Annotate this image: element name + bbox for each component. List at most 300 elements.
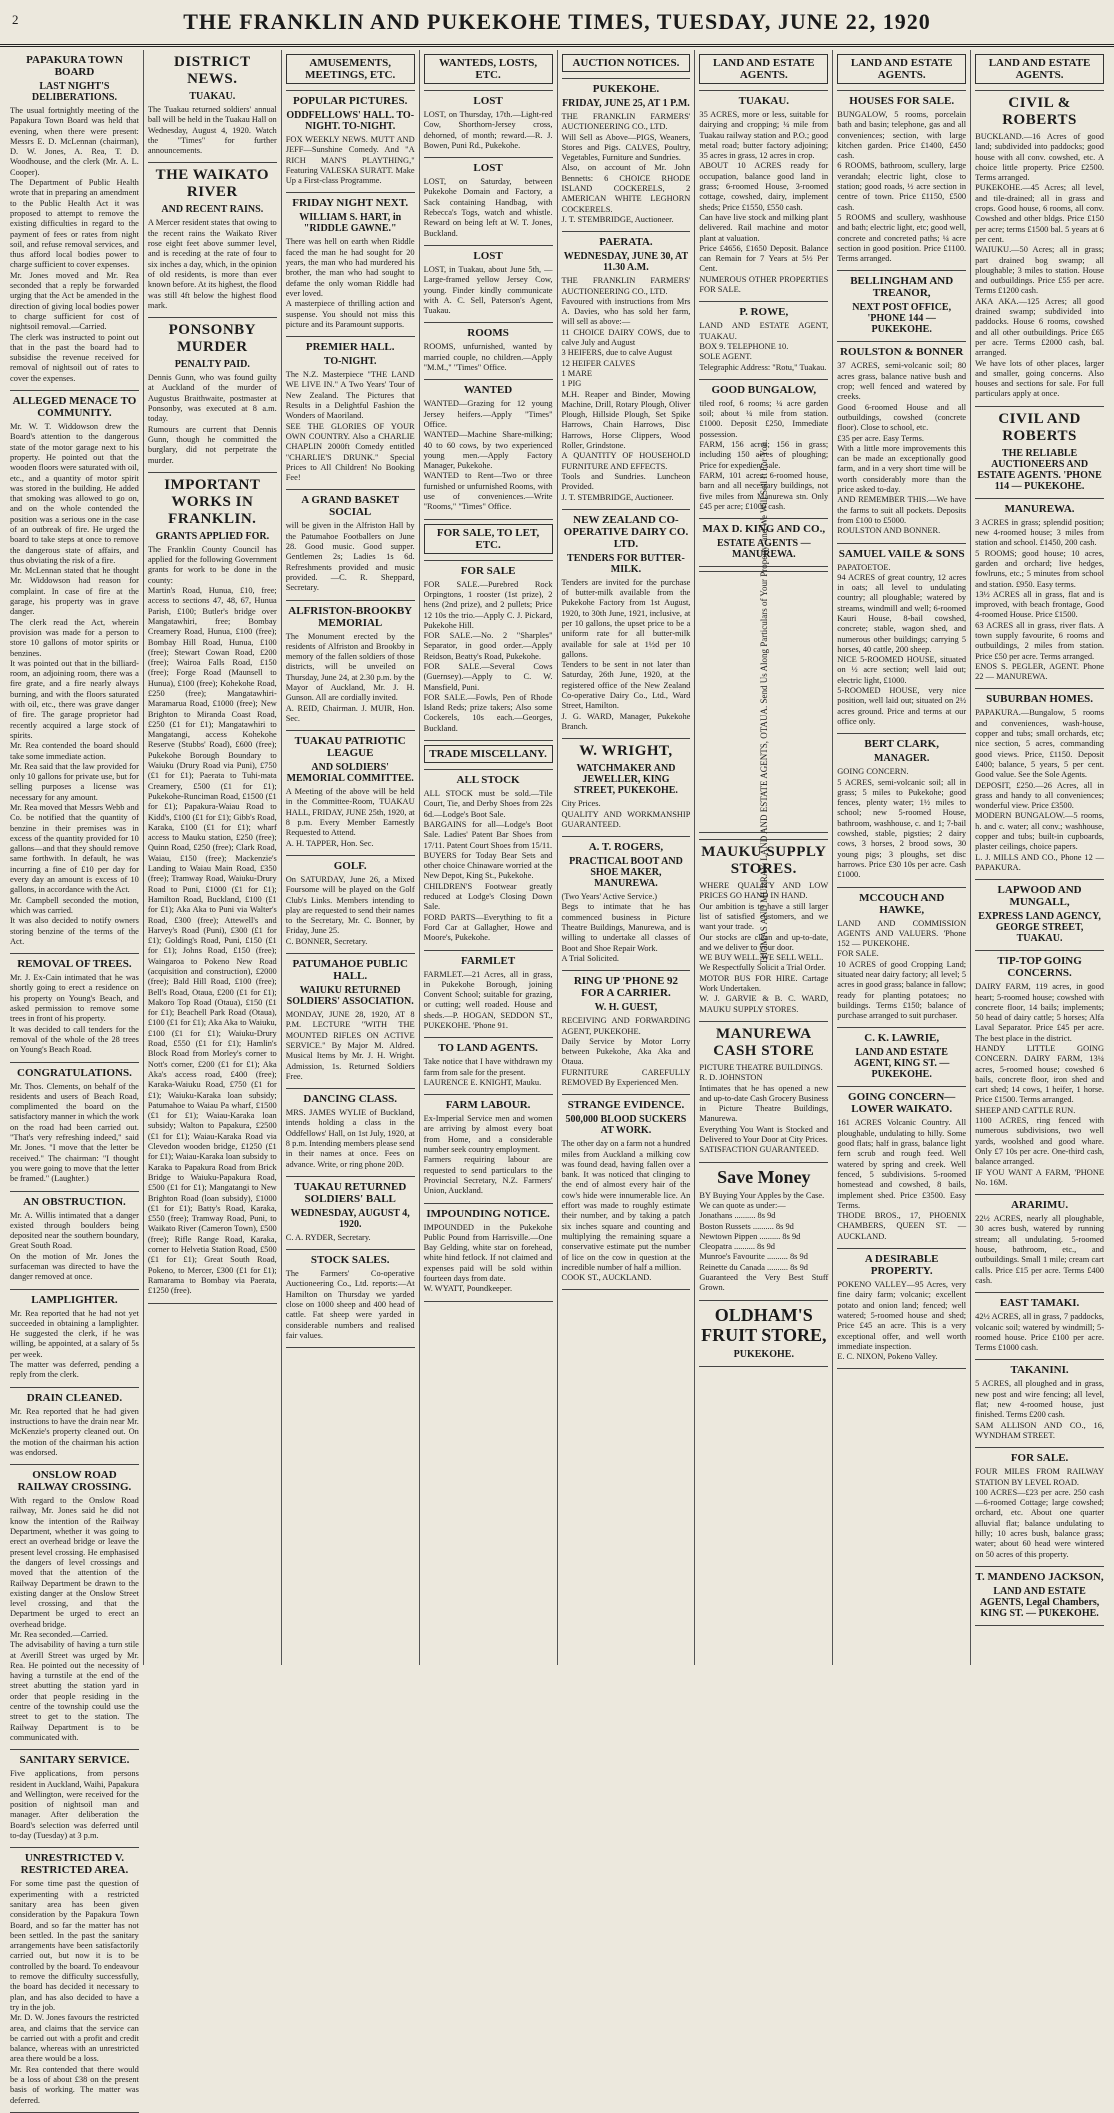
rule-divider [424,1037,553,1038]
rule-divider [975,1566,1104,1567]
article-headline: GOLF. [333,859,367,872]
article-block [424,524,553,554]
article-subheadline: TENDERS FOR BUTTER-MILK. [567,552,685,575]
article-block [10,395,139,947]
article-body: 5 ACRES, all ploughed and in grass, new post and wire fencing; all level, flat; new 4-roomed house, just finished. Terms £200 cash. SAM ALLISON AND CO., 16, WYNDHAM STREET. [975,1379,1104,1440]
article-body: PICTURE THEATRE BUILDINGS. R. D. JOHNSTON Intimates that he has opened a new and up-to-date Cash Grocery Business in Picture Theatre Buildings, Manurewa. Everything You Want is Stocked and Delivered to Your Door at City Prices. SATISFACTION GUARANTEED. [699,1062,829,1155]
article-headline: T. MANDENO JACKSON, [975,1570,1104,1583]
article-subheadline: EXPRESS LAND AGENCY, GEORGE STREET, TUAKAU. [978,911,1101,945]
article-subheadline: GRANTS APPLIED FOR. [155,530,270,542]
article-body: There was hell on earth when Riddle faced the man he had sought for 20 years, the man who had murdered his brother, the man who had sought to defame the only woman Riddle had ever loved. A masterpiece of thrilling action and suspense. You should not miss this picture and its Paramount supports. [285,237,415,329]
article-body: PAPAKURA.—Bungalow, 5 rooms and conveniences, wash-house, copper and tubs; small orchards, etc; nice section, 5 acres, commanding good views. Price, £1150. Deposit £400; balance, 5 years, 5 per cent. Good value. See the Sole Agents. DEPOSIT, £250.—26 Acres, all in grass and handy to all conveniences; wonderful view. Price £3500. MODERN BUNGALOW.—5 rooms, h. and c. water; all conv.; washhouse, copper and tubs; built-in cupboards, plaster ceilings, choice papers. L. J. MILLS AND CO., Phone 12 — PAPAKURA. [975,708,1104,872]
article-body: WANTED—Grazing for 12 young Jersey heifers.—Apply "Times" Office. WANTED—Machine Share-milking; 40 to 60 cows, by two experienced young men.—Apply Factory Manager, Pukekohe. WANTED to Rent—Two or three furnished or unfurnished Rooms, with use of conveniences.—Write "Rooms," "Times" Office. [423,399,553,512]
rule-divider [562,836,691,837]
newspaper-title: THE FRANKLIN AND PUKEKOHE TIMES, TUESDAY, JUNE 22, 1920 [183,9,931,34]
article-body: C. A. RYDER, Secretary. [285,1232,371,1242]
article-block [424,745,553,763]
article-block [699,54,828,84]
rule-divider [837,1086,966,1087]
masthead [0,0,1114,47]
rule-divider [286,192,415,193]
rule-divider [424,1094,553,1095]
article-block [424,565,553,734]
rule-divider [424,157,553,158]
article-headline: ALL STOCK [456,774,520,787]
article-block [286,1254,415,1341]
article-block [975,1364,1104,1441]
article-body: tiled roof, 6 rooms; ¼ acre garden soil; about ¼ mile from station. £1000. Deposit £250, Immediate possession. FARM, 156 acres; 156 in grass; including 150 acres of ploughing; Price for expedient sale. FARM, 101 acres, 6-roomed house, barn and all necessary buildings, not five miles from Manurewa stn. Only £45 per acre; £1000 cash. [699,398,829,511]
rule-divider [837,270,966,271]
section-banner: LAND AND ESTATE AGENTS. [837,54,966,84]
display-advert-title: Save Money [717,1166,811,1187]
article-block [286,1181,415,1243]
rule-divider [424,560,553,561]
article-body: With regard to the Onslow Road railway, Mr. Jones said he did not know the intention of the Railway Department, whether it was going to erect an overhead bridge or leave the present level crossing. He emphasised the dangers of level crossings and moved that the attention of the Railway Department be drawn to the existing danger at the Onslow Street level crossing, and that the Department be urged to erect an overhead bridge. Mr. Rea seconded.—Carried. The advisability of having a turn stile at Averill Street was urged by Mr. Rea. He pointed out the necessity of having a turnstile at the end of the street abutting the station yard in order that people residing in the centre of the township could use the street to get to the station. The Railway Department is to be communicated with. [10,1496,139,1742]
rule-divider [562,78,691,79]
article-subheadline: LAND AND ESTATE AGENTS, Legal Chambers, KING ST. — PUKEKOHE. [979,1585,1100,1619]
article-headline: CIVIL AND ROBERTS [998,410,1081,444]
rule-divider [699,1366,828,1367]
article-block [837,1091,966,1242]
article-block [10,1469,139,1743]
article-subheadline: PRACTICAL BOOT AND SHOE MAKER, MANUREWA. [569,856,683,890]
article-body: Mr. A. Willis intimated that a danger existed through boulders being deposited near the southern boundary, Great South Road. On the motion of Mr. Jones the surfaceman was directed to have the danger removed at once. [10,1210,139,1282]
article-body: Tenders are invited for the purchase of butter-milk available from the Pukekohe Factory from 1st August, 1920, to 30th June, 1921, inclusive, at per 10 gallons, the upset price to be a uniform rate for all butter-milk available for sale at 1½d per 10 gallons. Tenders to be sent in not later than Saturday, 26th June, 1920, at the registered office of the New Zealand Co-operative Dairy Co., Ltd., Ward Street, Hamilton. J. G. WARD, Manager, Pukekohe Branch. [561,577,691,731]
article-headline: RING UP 'PHONE 92 FOR A CARRIER. [573,975,679,1000]
rule-divider [424,322,553,323]
article-subheadline: AND SOLDIERS' MEMORIAL COMMITTEE. [286,762,414,785]
rule-divider [562,738,691,739]
rule-divider [286,600,415,601]
article-headline: NEW ZEALAND CO-OPERATIVE DAIRY CO. LTD. [563,513,689,550]
rule-divider [975,1194,1104,1195]
rule-divider [286,336,415,337]
article-body: The other day on a farm not a hundred miles from Auckland a milking cow was found dead, having fallen over a bank. It was noticed that clinging to the end of almost every hair of the cow's hide were innumerable lice. An effort was made to roughly estimate their number, and by taking a patch six inches square and counting and multiplying the remaining square a conservative estimate put the number of lice on the cow in question at the incredible number of half a million. COOK ST., AUCKLAND. [561,1139,691,1283]
article-block [562,514,691,732]
article-body: LOST, on Saturday, between Pukekohe Domain and Factory, a Sack containing Handbag, with Rebecca's Togs, watch and whistle. Reward on being left at W. T. Jones, Buckland. [423,177,553,238]
rule-divider [286,1249,415,1250]
article-block [424,95,553,151]
article-block [837,95,966,264]
rule-divider [975,688,1104,689]
article-block [424,162,553,239]
article-headline: PUKEKOHE. [592,83,660,95]
rule-divider [10,1062,139,1063]
article-subheadline: LAND AND ESTATE AGENT, KING ST. — PUKEKOHE. [853,1047,950,1081]
article-body: PAPATOETOE. 94 ACRES of great country, 12 acres in oats; all level to undulating country; all ploughable; watered by streams, windmill and well; 6-roomed Kauri House, 8-bail cowshed, concrete; stable, wagon shed, and numerous other buildings; carrying 5 horses, 40 cattle, 200 sheep. NICE 5-ROOMED HOUSE, situated on ½ acre section; well laid out; electric light, £1000. 5-ROOMED HOUSE, very nice position, well laid out; situated on 2½ acres ground. Price and terms at our office only. [837,562,967,726]
article-subheadline: WAIUKU RETURNED SOLDIERS' ASSOCIATION. [286,985,414,1008]
article-body: On SATURDAY, June 26, a Mixed Foursome will be played on the Golf Club's Links. Members intending to play are requested to send their names to the Secretary, Mr. C. Bonner, by Friday, June 25. C. BONNER, Secretary. [285,874,415,946]
section-banner: TRADE MISCELLANY. [424,745,553,763]
article-block [286,735,415,849]
article-body: DAIRY FARM, 119 acres, in good heart; 5-roomed house; cowshed with concrete floor, 14 bails; implements; 50 head of dairy cattle; 5 horses; Alfa Laval Separator. Price £45 per acre. The best place in the district. HANDY LITTLE GOING CONCERN. DAIRY FARM, 13¼ acres, 5-roomed house; cowshed 6 bails, concrete floor, iron shed and cart shed; 14 cows, 1 heifer, 1 horse. Price £1500. Terms arranged. SHEEP AND CATTLE RUN. 1100 ACRES, ring fenced with numerous subdivisions, two well yards, woolshed and good whare. Only £7 10s per acre. One-third cash, balance arranged. IF YOU WANT A FARM, 'PHONE No. 16M. [975,982,1104,1187]
article-headline: TUAKAU RETURNED SOLDIERS' BALL [294,1180,407,1205]
article-headline: FOR SALE [460,564,516,577]
article-block [562,54,691,72]
rule-divider [424,90,553,91]
article-subheadline: 500,000 BLOOD SUCKERS AT WORK. [565,1114,687,1137]
article-block [699,95,828,295]
article-headline: EAST TAMAKI. [999,1297,1080,1310]
rule-divider [424,1301,553,1302]
article-headline: ALLEGED MENACE TO COMMUNITY. [12,395,137,420]
article-block [286,958,415,1082]
rule-divider [837,543,966,544]
rule-divider [148,1303,277,1304]
article-block [10,54,139,384]
article-headline: ROULSTON & BONNER [840,346,964,359]
article-block [562,236,691,503]
article-body: 35 ACRES, more or less, suitable for dairying and cropping; ¼ mile from Tuakau railway station and P.O.; good metal road; butter factory adjoining; 35 acres in grass, 12 acres in crop. ABOUT 10 ACRES ready for occupation, balance good land in grass; 6-roomed House, 3-roomed cottage, cowshed, dairy, implement sheds; Price £1550, £550 cash. Can have live stock and milking plant delivered. Rail machine and motor plant at valuation. Price £4656, £1650 Deposit. Balance can Remain for 7 Years at 5½ Per Cent. NUMEROUS OTHER PROPERTIES FOR SALE. [699,110,829,295]
article-headline: PONSONBY MURDER [168,322,256,356]
article-block [286,605,415,725]
rule-divider [837,733,966,734]
article-block [424,955,553,1032]
article-block [424,384,553,512]
article-headline: TIP-TOP GOING CONCERNS. [997,955,1082,980]
article-headline: A. T. ROGERS, [588,841,664,854]
rule-divider [10,390,139,391]
article-headline: MANUREWA. [1004,502,1075,515]
article-body: Mr. J. Ex-Cain intimated that he was shortly going to erect a residence on his property on Young's Beach, and asked permission to remove some trees in front of his property. It was decided to call tenders for the removal of the whole of the 28 trees on Young's Beach Road. [10,973,139,1055]
article-body: 3 ACRES in grass; splendid position; new 4-roomed house; 3 miles from station and school. £1450, 200 cash. 5 ROOMS; good house; 10 acres, garden and orchard; live hedges, fowlruns, etc.; 5 minutes from school and station. £950. Easy terms. 13½ ACRES all in grass, flat and is improved, with beach frontage, Good 4-roomed House. Price £1500. 63 ACRES all in grass, river flats. A town supply favourite, 6 rooms and outbuildings, 2 miles from station. Price £50 per acre. Terms arranged. ENOS S. PEGLER, AGENT. Phone 22 — MANUREWA. [975,517,1104,682]
article-block [286,1093,415,1170]
article-headline: FOR SALE. [1010,1452,1069,1465]
rule-divider [562,509,691,510]
article-block [286,197,415,330]
rotated-advert-text: THOMAS AND MURRAY, LAND AND ESTATE AGENTS, OTAUA. Send Us Along Particulars of Your Property, and We Will Sell It For You. [758,439,769,965]
article-block [10,1754,139,1841]
section-banner: AUCTION NOTICES. [562,54,691,72]
article-body: BUNGALOW, 5 rooms, porcelain bath and basin; telephone, gas and all conveniences; section, with large kitchen garden. Price £1400, £450 cash. 6 ROOMS, bathroom, scullery, large verandah; electric light, close to station; good roads, ½ acre section in centre of town. Price £1150, £500 cash. 5 ROOMS and scullery, washhouse and bath; electric light, etc; good well, concrete and concreted paths; ¼ acre section in good position. Price £1100. Terms arranged. [837,110,967,264]
article-body: GOING CONCERN. 5 ACRES, semi-volcanic soil; all in grass; 5 miles to Pukekohe; good fences, plenty water; 1½ miles to school; new 5-roomed House, bathroom, washhouse, c. and 1; 7-bail cowshed, stable, pigsties; 2 dairy cows, 3 horses, 2 brood sows, 30 young pigs; 3 ploughs, set disc harrows. Price £30 10s per acre. Cash £1000. [837,767,967,880]
rule-divider [286,953,415,954]
rule-divider [975,498,1104,499]
rule-divider [286,855,415,856]
rule-divider [562,1094,691,1095]
article-block [424,1042,553,1088]
article-block [837,738,966,880]
article-block [837,1032,966,1080]
rule-divider [148,162,277,163]
article-body: The N.Z. Masterpiece "THE LAND WE LIVE IN." A Two Years' Tour of New Zealand. The Pictures that Results in a Delightful Fashion the Wonders of Maoriland. SEE THE GLORIES OF YOUR OWN COUNTRY. Also a CHARLIE CHAPLIN 2000ft Comedy entitled "CHARLIE'S DRUNK." Special Prices to All Children! No Booking Fee! [285,370,415,483]
article-body: MONDAY, JUNE 28, 1920, AT 8 P.M. LECTURE "WITH THE MOUNTED RIFLES ON ACTIVE SERVICE." By Major M. Aldred. Musical Items by Mr. J. H. Wright. Admission, 1s. Returned Soldiers Free. [285,1010,415,1081]
article-block [148,54,277,156]
article-block [148,477,277,1297]
article-block [10,1294,139,1381]
article-block [424,774,553,943]
article-headline: ROOMS [467,327,509,340]
article-block [562,975,691,1088]
rule-divider [699,301,828,302]
column-3 [282,50,420,1665]
article-block [562,83,691,225]
rule-divider [699,379,828,380]
article-block [699,1305,828,1360]
article-block [562,841,691,964]
article-headline: CIVIL & ROBERTS [1002,95,1077,128]
article-block [975,693,1104,873]
rule-divider [286,730,415,731]
rule-divider [975,1359,1104,1360]
article-body: For some time past the question of experimenting with a restricted sanitary area has been given consideration by the Papakura Town Board, and so far the matter has not been settled. In the past the sanitary arrangements have been satisfactorily carried out, but now it is to be controlled by the board. To endeavour to remove the difficulty successfully, the board has decided it necessary to plan, and has also decided to have a try in the job. Mr. D. W. Jones favours the restricted area, and claims that the service can be carried out with a profit and credit balance, whereas with an unrestricted area there would be a loss. Mr. Rea contended that there would be a loss of about £38 on the present basis of working. The matter was deferred. [10,1879,139,2105]
article-block [975,503,1104,683]
rule-divider [148,317,277,318]
section-banner: WANTEDS, LOSTS, ETC. [424,54,553,84]
article-headline: PATUMAHOE PUBLIC HALL. [292,958,408,983]
article-block [837,346,966,536]
rule-divider [699,1021,828,1022]
article-headline: PAPAKURA TOWN BOARD [26,54,123,78]
rule-divider [975,90,1104,91]
article-body: WHERE QUALITY AND LOW PRICES GO HAND IN HAND. Our ambition is to have a still larger list of satisfied customers, and we want your trade. Our stocks are clean and up-to-date, and we deliver to your door. WE BUY WELL. WE SELL WELL. We Respectfully Solicit a Trial Order. MOTOR BUS FOR HIRE. Cartage Work Undertaken. W. J. GARVIE & B. C. WARD, MAUKU SUPPLY STORES. [699,881,829,1014]
rule-divider [10,1387,139,1388]
article-body: 22½ ACRES, nearly all ploughable, 30 acres bush, watered by running stream; all undulating. 5-roomed house, bathroom, etc., and outbuildings. Small 1 mile; cream cart calls. Price £15 per acre. Terms £400 cash. [975,1214,1104,1285]
article-body: BY Buying Your Apples by the Case. We can quote as under:— Jonathans .......... 8s 9d Boston Russets .......... 8s 9d Newtown Pippen .......... 8s 9d Cleopatra .......... 8s 9d Munroe's Favourite .......... 8s 9d Reinette du Canada .......... 8s 9d Guaranteed the Very Best Stuff Grown. [699,1190,829,1293]
rule-divider [286,489,415,490]
article-block [975,1199,1104,1286]
article-headline: AN OBSTRUCTION. [23,1195,126,1208]
rule-divider [286,1347,415,1348]
article-headline: ONSLOW ROAD RAILWAY CROSSING. [17,1469,132,1494]
article-body: LOST, on Thursday, 17th.—Light-red Cow, Shorthorn-Jersey cross, dehorned, of month; reward.—R. J. Bowen, Puni Rd., Pukekohe. [423,110,553,150]
column-8 [971,50,1108,1665]
rule-divider [837,1368,966,1369]
article-headline: HOUSES FOR SALE. [849,95,955,107]
article-body: 161 ACRES Volcanic Country. All ploughable, undulating to hilly. Some good flats; half in grass, balance light fern scrub and rough feed. Well watered by spring and creek. Well fenced, 5 subdivisions. 5-roomed homestead and cowshed, 8 bails, implement shed. Price £3500. Easy Terms. THODE BROS., 17, PHOENIX CHAMBERS, QUEEN ST. — AUCKLAND. [837,1118,967,1241]
article-headline: PREMIER HALL. [305,341,395,354]
article-headline: FARMLET [460,954,516,967]
rule-divider [975,950,1104,951]
article-body: FOX WEEKLY NEWS. MUTT AND JEFF—Sunshine Comedy. And "A RICH MAN'S PLAYTHING," Featuring VALESKA SURATT. Make Up a First-class Programme. [285,135,415,186]
article-block [699,1026,828,1156]
rule-divider [699,1162,828,1163]
rule-divider [424,769,553,770]
section-banner: LAND AND ESTATE AGENTS. [975,54,1104,84]
article-headline: MAX D. KING AND CO., [702,523,826,536]
article-body: FARMLET.—21 Acres, all in grass, in Pukekohe Borough, joining Convent School; suitable for grazing, or cutting; well roaded. House and sheds.—P. HOGAN, SEDDON ST., PUKEKOHE. 'Phone 91. [423,969,553,1030]
section-banner: LAND AND ESTATE AGENTS. [699,54,828,84]
article-headline: LOST [473,249,503,262]
rule-divider [975,879,1104,880]
rule-divider [837,90,966,91]
article-body: The Franklin County Council has applied for the following Government grants for work to be done in the county: Martin's Road, Hunua, £10, free; access to sections 47, 48, 67, Hunua Parish, £100; Butler's bridge over Mangatawhiri, free; Bombay Creamery Road, Hunua, £100 (free); Bombay Hill Road, Hunua, £100 (free); Stewart Cowan Road, £200 (free); Wairoa Falls Road, £150 (free); Forge Road (Maunsell to Hunua), £100 (free); Kohekohe Road, £250 (free); Mangatawhiri-Maramarua Road, £1000 (free); New Brighton to Miranda Coast Road, £250 (£1 for £1); Mangatawhiri to Mangatangi, access Kohekohe Reserve (Stubbs' Road), £600 (free); Pukekohe Borough Boundary to Waiuku (Drury Road via Puni), £750 (£1 for £1); Paerata to Tuhi-mata Creamery, £500 (£1 for £1); Pukekohe-Runciman Road, £1500 (£1 for £1); Papakura-Waiau Road to Kidd's, £100 (£1 for £1); Gibb's Road, Karaka, £100 (£1 for £1); wharf access to Mauku station, £250 (free); Quinn Road, £250 (free); Clark Road, Waiau, £150 (free); Mackenzie's Landing to Waiau Main Road, £350 (free); Tramway Road, Waiuku-Drury Road to Puni, £1000 (£1 for £1); Hamilton Road, Buckland, £100 (£1 for £1); Aka Aka to Puni via Walter's Road, £300 (free); Attewell's and Harvey's Road (Puni), £300 (£1 for £1); Golding's Road, Puni, £150 (£1 for £1); Johns Road, £150 (free); Waingaroa to Pokeno New Road (acquisition and construction), £2000 (free); Bald Hill Road, £100 (free); Bell's Road, Otaua, £200 (£1 for £1); Makoro Top Road (Otaua), £150 (£1 for £1); Beachell Park Road (Otaua), £100 (£1 for £1); Aka Aka to Waiuku, £100 (£1 for £1); Waiuku-Drury Road, £550 (£1 for £1); Hamlin's Block Road from Morley's corner to Nott's corner, £200 (£1 for £1); Aka Aka's access road, £400 (free); Karaka-Waiuku Road, £750 (£1 for £1); Waiuku-Karaka loan subsidy; Patumahoe to Waiau Pa wharf, £1500 (£1 for £1); Waiau-Karaka loan subsidy; Walton to Papakura, £2500 (£1 for £1); Waiau-Karaka Road via Clevedon wooden bridge, £1250 (£1 for £1); Waiau-Karaka loan subsidy to Karaka to Papakura Road from Brick Bridge to Waiuku-Papakura Road, £500 (£1 for £1); Mangatangi to New Brighton Road (loan subsidy), £1000 (£1 for £1); Batty's Road, Karaka, £550 (free); Tramway Road, Puni, to Waikato River (Cameron Town), £500 (free); Rifle Range Road, Karaka, corner to Helvetia Station Road, £500 (£1 for £1); Great South Road, Pokeno, to Mercer, £300 (£1 for £1); Ramarama to Bombay via Paerata, £1250 (free). [147,544,277,1296]
article-body: Take notice that I have withdrawn my farm from sale for the present. LAURENCE E. KNIGHT, Mauku. [423,1057,553,1087]
rule-divider [10,1191,139,1192]
article-subheadline: WATCHMAKER AND JEWELLER, KING STREET, PUKEKOHE. [573,763,678,797]
article-headline: THE WAIKATO RIVER [155,167,270,201]
article-body: Mr. Rea reported that he had given instructions to have the drain near Mr. McKenzie's property cleaned out. On the motion of the chairman his action was endorsed. [10,1406,139,1457]
article-headline: A GRAND BASKET SOCIAL [301,494,400,519]
article-block [837,54,966,84]
article-body: The Tuakau returned soldiers' annual ball will be held in the Tuakau Hall on Wednesday, August 4, 1920. Watch the "Times" for further announcements. [147,105,277,156]
article-body: THE FRANKLIN FARMERS' AUCTIONEERING CO., LTD. Will Sell as Above—PIGS, Weaners, Stores and Pigs. CALVES, Poultry, Vegetables, Furniture and Sundries. Also, on account of Mr. John Bennetts: 6 CHOICE RHODE ISLAND COCKERELS, 2 AMERICAN WHITE LEGHORN COCKERELS. J. T. STEMBRIDGE, Auctioneer. [561,112,691,224]
article-headline: SANITARY SERVICE. [19,1754,130,1767]
rule-divider [699,1300,828,1301]
article-block [10,958,139,1055]
article-block [10,1067,139,1185]
section-banner: FOR SALE, TO LET, ETC. [424,524,553,554]
article-headline: UNRESTRICTED V. RESTRICTED AREA. [20,1852,129,1877]
article-block [424,54,553,84]
article-body: (Two Years' Active Service.) Begs to intimate that he has commenced business in Picture Theatre Buildings, Manurewa, and is willing to undertake all classes of Boot and Shoe Repair Work. A Trial Solicited. [561,892,691,963]
article-block [10,1196,139,1283]
article-headline: P. ROWE, [739,306,789,319]
rule-divider [424,740,553,741]
article-subheadline: PENALTY PAID. [174,359,250,371]
article-block [286,341,415,483]
rule-divider [975,1292,1104,1293]
article-headline: GOING CONCERN—LOWER WAIKATO. [848,1091,956,1116]
rule-divider [562,970,691,971]
article-body: POKENO VALLEY—95 Acres, very fine dairy farm; volcanic; excellent potato and onion land; fenced; well watered; 5-roomed house and shed; Price £45 an acre. This is a very exceptional offer, and well worth immediate inspection. E. C. NIXON, Pokeno Valley. [837,1280,967,1362]
article-block [975,1571,1104,1619]
article-body: 37 ACRES, semi-volcanic soil; 80 acres grass, balance native bush and crop; well fenced and watered by creeks. Good 6-roomed House and all outbuildings, cowshed (concrete floor). Close to school, etc. £35 per acre. Easy Terms. With a little more improvements this can be made an exceptionally good farm, and in a very short time will be worth considerably more than the price asked to-day. AND REMEMBER THIS.—We have the farms to suit all pockets. Deposits from £100 to £5000. ROULSTON AND BONNER. [837,361,967,536]
article-headline: SUBURBAN HOMES. [986,693,1094,706]
article-body: Mr. W. T. Widdowson drew the Board's attention to the dangerous state of the motor garage next to his property. He pointed out that the wooden floors were saturated with oil, etc., and a quantity of motor spirit was stored in the building. He added that smoking was allowed to go on, and on the whole contended the position was a serious one in the case of an outbreak of fire. He urged the board to take steps at once to remove the dangerous state of affairs, and thus obviating the risk of a fire. Mr. McLennan stated that he thought Mr. Widdowson had reason for complaint. In case of fire at the garage, his property was in grave danger. The clerk read the Act, wherein provision was made for a person to store 10 gallons of motor spirits or benzines. It was pointed out that in the billiard-room, an adjoining room, there was a fire grate, and a fire nearly always burning, and with the floors saturated with oil, etc., there was grave danger of fire. The garage proprietor had recently acquired a large stock of spirits. Mr. Rea contended the board should take some immediate action. Mr. Rea said that the law provided for only 10 gallons for private use, but for selling purposes a license was necessary for any amount. Mr. Rea moved that Messrs Webb and Co. be notified that the quantity of benzine in their premises was in excess of the quantity provided for 10 gallons—and that they should remove same forthwith. In default, he was incurring a fine of £10 per day for every day an amount is excess of 10 gallons, in accordance with the Act. Mr. Campbell seconded the motion, which was carried. It was also decided to notify owners storing benzine of the terms of the Act. [10,422,139,946]
article-headline: BELLINGHAM AND TREANOR, [850,275,954,300]
article-subheadline: NEXT POST OFFICE, 'PHONE 144 — PUKEKOHE. [852,302,952,336]
article-block [148,167,277,311]
article-headline: LOST [473,95,503,107]
article-headline: STOCK SALES. [310,1254,390,1267]
article-headline: REMOVAL OF TREES. [17,958,132,971]
article-headline: WANTED [463,384,513,397]
rule-divider [424,245,553,246]
rule-divider [975,1447,1104,1448]
article-block [424,1099,553,1196]
article-block [10,1852,139,2106]
article-headline: SAMUEL VAILE & SONS [838,547,965,560]
article-headline: DISTRICT NEWS. [174,54,251,87]
article-subheadline: THE RELIABLE AUCTIONEERS AND ESTATE AGENTS. 'PHONE 114 — PUKEKOHE. [977,447,1102,492]
article-subheadline: FRIDAY, JUNE 25, AT 1 P.M. [562,98,690,109]
article-block [975,1452,1104,1560]
article-body: MRS. JAMES WYLIE of Buckland, intends holding a class in the Oddfellows' Hall, on 1st July, 1920, at 8 p.m. Intending members please send in their names at once. Fees on advance. Write, or ring phone 20D. [285,1108,415,1169]
article-block [837,892,966,1022]
article-body: The Monument erected by the residents of Alfriston and Brookby in memory of the fallen soldiers of those districts, will be unveiled on Thursday, June 24, at 2.30 p.m. by the Mayor of Auckland, Mr. J. H. Gunson. All are cordially invited. A. REID, Chairman. J. MUIR, Hon. Sec. [285,631,415,723]
article-subheadline: MANAGER. [874,753,930,765]
article-block [837,1253,966,1362]
article-block [148,322,277,466]
article-subheadline: LAST NIGHT'S DELIBERATIONS. [31,81,117,103]
article-body: LOST, in Tuakau, about June 5th, —Large-framed yellow Jersey Cow, young. Finder kindly communicate with A. C. Sell, Paterson's Agent, Tuakau. [423,264,553,316]
article-headline: W. WRIGHT, [579,743,673,760]
display-advert-title: OLDHAM'S FRUIT STORE, [701,1304,827,1345]
article-headline: MAUKU SUPPLY STORES. [701,844,827,878]
article-headline: TAKANINI. [1010,1364,1069,1377]
article-body: Five applications, from persons resident in Auckland, Waihi, Papakura and Wellington, were received for the position of nightsoil man and manager. After deliberation the Board's selection was deferred until to-day (Tuesday) at 3 p.m. [10,1769,139,1841]
article-body: The Farmers' Co-operative Auctioneering Co., Ltd. reports:—At Hamilton on Thursday we yarded close on 1000 sheep and 400 head of cattle. Fat sheep were yarded in considerable numbers and realised fair values. [285,1269,415,1340]
article-subheadline: W. H. GUEST, [594,1002,658,1014]
article-block [975,955,1104,1188]
article-headline: TUAKAU PATRIOTIC LEAGUE [294,735,406,760]
article-body: 42½ ACRES, all in grass, 7 paddocks, volcanic soil; watered by windmill; 5-roomed house. Price £100 per acre. Terms £1000 cash. [975,1312,1104,1353]
article-block [975,884,1104,944]
article-block [975,54,1104,84]
article-headline: IMPORTANT WORKS IN FRANKLIN. [164,476,261,527]
article-block [975,1297,1104,1353]
article-headline: TO LAND AGENTS. [438,1042,538,1055]
rule-divider [148,472,277,473]
article-block [562,1099,691,1283]
rule-divider [975,1625,1104,1626]
article-block [837,275,966,335]
rule-divider [10,953,139,954]
rule-divider [10,1847,139,1848]
article-headline: C. K. LAWRIE, [864,1032,940,1045]
article-headline: FARM LABOUR. [445,1099,531,1112]
article-subheadline: ODDFELLOWS' HALL. TO-NIGHT. TO-NIGHT. [286,110,415,132]
article-block [424,250,553,316]
article-subheadline: PUKEKOHE. [733,1348,794,1360]
rule-divider [837,1027,966,1028]
rule-divider [424,519,553,520]
article-headline: ALFRISTON-BROOKBY MEMORIAL [288,604,413,629]
rule-divider [837,341,966,342]
article-body: A Meeting of the above will be held in the Committee-Room, TUAKAU HALL, FRIDAY, JUNE 25th, 1920, at 8 p.m. Every Member Earnestly Requested to Attend. A. H. TAPPER, Hon. Sec. [285,787,415,848]
rule-divider [10,1464,139,1465]
article-headline: CONGRATULATIONS. [17,1066,132,1079]
rule-divider [10,1289,139,1290]
article-headline: MANUREWA CASH STORE [713,1025,815,1059]
article-subheadline: TO-NIGHT. [323,356,377,368]
article-headline: STRANGE EVIDENCE. [567,1099,685,1112]
article-headline: IMPOUNDING NOTICE. [426,1207,550,1220]
article-body: BUCKLAND.—16 Acres of good land; subdivided into paddocks; good house with all conv. cowshed, etc. A choice little property. Price £2500. Terms arranged. PUKEKOHE.—45 Acres; all level, and tile-drained; all in grass and crops. Good house, 6 rooms, all conv. Cowshed and other bldgs. Price £150 per acre; terms £1500 bal. 5 years at 6 per cent. WAIUKU.—50 Acres; all in grass; part drained bog swamp; all ploughable; 3 miles to station. House and outbuildings. Price £55 per acre. Terms £1200 cash. AKA AKA.—125 Acres; all good drained swamp; subdivided into paddocks. House 6 rooms, cowshed and all other outbuildings. Price £65 per acre. Terms £2000 cash, bal. arranged. We have lots of other places, larger and smaller, going concerns. Also houses and sections for sale. For full particulars apply at once. [975,132,1104,399]
rule-divider [975,406,1104,407]
column-1 [6,50,144,2105]
article-body: Ex-Imperial Service men and women are arriving by almost every boat from Home, and a considerable number seek country employment. Farmers requiring labour are requested to send particulars to the Provincial Secretary, N.Z. Farmers' Union, Auckland. [423,1114,553,1196]
article-body: THE FRANKLIN FARMERS' AUCTIONEERING CO., LTD. Favoured with instructions from Mrs A. Davies, who has sold her farm, will sell as above:— 11 CHOICE DAIRY COWS, due to calve July and August 3 HEIFERS, due to calve August 12 HEIFER CALVES 1 MARE 1 PIG M.H. Reaper and Binder, Mowing Machine, Drill, Rotary Plough, Oliver Plough, Hillside Plough, Set Spike Harrows, Chain Harrows, Disc Harrows, Horse Clippers, Wood Roller, Grindstone. A QUANTITY OF HOUSEHOLD FURNITURE AND EFFECTS. Tools and Sundries. Luncheon Provided. J. T. STEMBRIDGE, Auctioneer. [561,276,691,502]
article-headline: DRAIN CLEANED. [26,1391,123,1404]
article-block [562,743,691,830]
rule-divider [424,1203,553,1204]
article-body: LAND AND COMMISSION AGENTS AND VALUERS. 'Phone 152 — PUKEKOHE. FOR SALE. 10 ACRES of good Cropping Land; situated near dairy factory; all level; 5 acres in good grass; balance in fallow; ready for planting potatoes; no buildings. Terms £150; balance of purchase arranged to suit purchaser. [837,918,967,1021]
rule-divider [424,950,553,951]
rule-divider [10,1749,139,1750]
article-body: Dennis Gunn, who was found guilty at Auckland of the murder of Augustus Braithwaite, postmaster at Ponsonby, was executed at 8 a.m. today. Rumours are current that Dennis Gunn, though he committed the burglary, did not perpetrate the murder. [147,373,277,465]
rule-divider [699,90,828,91]
article-body: FOR SALE.—Purebred Rock Orpingtons, 1 rooster (1st prize), 2 hens (2nd prize), and 2 pullets; Price 12 10s the trio.—Apply C. J. Pickard, Pukekohe Hill. FOR SALE.—No. 2 "Sharples" Separator, in good order.—Apply Reidson, Beatty's Road, Pukekohe. FOR SALE.—Several Cows (Guernsey).—Apply to C. W. Mansfield, Puni. FOR SALE.—Fowls, Pen of Rhode Island Reds; prize takers; Also some Cockerels, 10s each.—Georges, Buckland. [423,579,553,733]
article-headline: A DESIRABLE PROPERTY. [864,1253,939,1278]
article-body: will be given in the Alfriston Hall by the Patumahoe Footballers on June 28. Good music. Good supper. Gentlemen 2s; Ladies 1s 6d. Refreshments provided and music provided. —C. R. Sheppard, Secretary. [285,521,415,593]
rule-divider [837,1248,966,1249]
article-body: RECEIVING AND FORWARDING AGENT, PUKEKOHE. Daily Service by Motor Lorry between Pukekohe, Aka Aka and Otaua. FURNITURE CAREFULLY REMOVED By Experienced Men. [561,1016,691,1087]
article-headline: FRIDAY NIGHT NEXT. [292,197,409,210]
article-headline: LOST [473,162,503,175]
article-block [286,54,415,84]
article-block [424,327,553,373]
article-headline: BERT CLARK, [864,738,939,751]
article-body: The usual fortnightly meeting of the Papakura Town Board was held that evening, when there were present: Messrs E. D. McLennan (chairman), D. W. Jones, A. Rea, T. D. Woodhouse, and the clerk (Mr. A. L. Cooper). The Department of Public Health wrote that in preparing an amendment to the Public Health Act it was proposed to attempt to remove the existing difficulties in regard to the payment of fees or rates from night soil, and refuse removal services, and thus afford local bodies power to charge sufficient to cover expenses. Mr. Jones moved and Mr. Rea seconded that a reply be forwarded urging that the Act be amended in the direction of giving local bodies power to charge sufficient for cost of nightsoil removal.—Carried. The clerk was instructed to point out that in the past the board had to subsidise the revenue received for removal of nightsoil out of rates to cover the expenses. [10,106,139,383]
article-headline: DANCING CLASS. [303,1093,397,1106]
article-body: ALL STOCK must be sold.—Tile Court, Tie, and Derby Shoes from 22s 6d.—Lodge's Boot Sale. BARGAINS for all—Lodge's Boot Sale. Ladies' Patent Bar Shoes from 17/11. Patent Court Shoes from 15/11. BUYERS for Today Bear Sets and other choice Chinaware worried at the New Depot, King St., Pukekohe. CHILDREN'S Footwear greatly reduced at Lodge's Closing Down Sale. FORD PARTS—Everything to fit a Ford Car at Gallagher, Howe and Moore's, Pukekohe. [423,789,553,943]
article-headline: PAERATA. [599,236,653,249]
rule-divider [424,379,553,380]
article-body: City Prices. QUALITY AND WORKMANSHIP GUARANTEED. [561,799,691,829]
article-block [699,306,828,372]
article-block [699,1167,828,1294]
article-block [837,548,966,728]
column-7 [833,50,971,1665]
article-subheadline: WILLIAM S. HART, in "RIDDLE GAWNE." [299,212,402,235]
article-block [286,95,415,186]
article-block [10,1392,139,1458]
rule-divider [562,1289,691,1290]
article-headline: TUAKAU. [738,95,790,107]
article-block [975,95,1104,400]
